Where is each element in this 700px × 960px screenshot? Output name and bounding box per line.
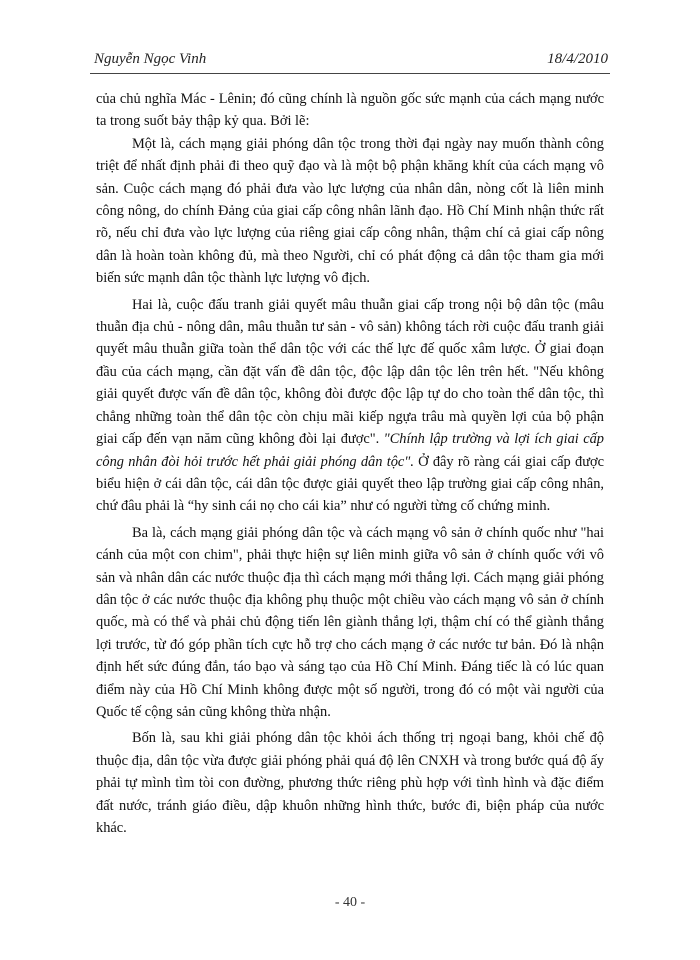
paragraph-hai-la-quote: "Chính lập trường và lợi ích giai cấp công nhân đòi hỏi trước hết phải giải phóng dân tộc". — [96, 431, 604, 470]
paragraph-hai-la-rest: Ở đây rõ ràng cái giai cấp được biểu hiện ở cái dân tộc, cái dân tộc được giải quyết theo lập trường giai cấp công nhân, chứ đâu phải là “hy sinh cái nọ cho cái kia” như có người từng cố chứng minh. — [96, 453, 604, 515]
paragraph-ba-la: Ba là, cách mạng giải phóng dân tộc và cách mạng vô sản ở chính quốc như "hai cánh của một con chim", phải thực hiện sự liên minh giữa vô sản ở chính quốc với vô sản và nhân dân các nước thuộc địa thì cách mạng mới thắng lợi. Cách mạng giải phóng dân tộc ở các nước thuộc địa không phụ thuộc một chiều vào cách mạng vô sản ở chính quốc, mà có thể và phải chủ động tiến lên giành thắng lợi, thậm chí có thể giành thắng lợi trước, từ đó góp phần tích cực hỗ trợ cho cách mạng ở các nước tư bản. Đó là nhận định hết sức đúng đắn, táo bạo và sáng tạo của Hồ Chí Minh. Đáng tiếc là có lúc quan điểm này của Hồ Chí Minh không được một số người, trong đó có một vài người của Quốc tế cộng sản cũng không thừa nhận. — [96, 524, 604, 720]
paragraph-hai-la — [96, 294, 604, 518]
paragraph-mot-la: Một là, cách mạng giải phóng dân tộc trong thời đại ngày nay muốn thành công triệt để nhất định phải đi theo quỹ đạo và là một bộ phận khăng khít của cách mạng vô sản. Cuộc cách mạng đó phải đưa vào lực lượng của nhân dân, nòng cốt là liên minh công nông, do chính Đảng của giai cấp công nhân lãnh đạo. Hồ Chí Minh nhận thức rất rõ, nếu chỉ đưa vào lực lượng của riêng giai cấp công nhân, thậm chí cả giai cấp nông dân là hoàn toàn không đủ, mà theo Người, chỉ có phát động cả dân tộc tham gia mới biến sức mạnh dân tộc thành lực lượng vô địch. — [96, 135, 604, 287]
page-header — [94, 51, 608, 68]
header-author: Nguyễn Ngọc Vinh — [94, 51, 207, 67]
body-text — [96, 88, 604, 839]
paragraph-continuation: của chủ nghĩa Mác - Lênin; đó cũng chính là nguồn gốc sức mạnh của cách mạng nước ta trong suốt bảy thập kỷ qua. Bởi lẽ: — [96, 91, 604, 130]
paragraph-bon-la: Bốn là, sau khi giải phóng dân tộc khỏi ách thống trị ngoại bang, khỏi chế độ thuộc địa, dân tộc vừa được giải phóng phải quá độ lên CNXH và trong bước quá độ ấy phải tự mình tìm tòi con đường, phương thức riêng phù hợp với tình hình và đặc điểm đất nước, tránh giáo điều, dập khuôn những hình thức, bước đi, biện pháp của nước khác. — [96, 730, 604, 836]
page-number: - 40 - — [334, 895, 366, 910]
header-rule — [90, 73, 610, 74]
header-date: 18/4/2010 — [547, 51, 608, 67]
paragraph-hai-la-main: Hai là, cuộc đấu tranh giải quyết mâu thuẫn giai cấp trong nội bộ dân tộc (mâu thuẫn địa chủ - nông dân, mâu thuẫn tư sản - vô sản) không tách rời cuộc đấu tranh giải quyết mâu thuẫn giữa toàn thể dân tộc với các thế lực đế quốc xâm lược. Ở giai đoạn đầu của cách mạng, cần đặt vấn đề dân tộc, độc lập dân tộc lên trên hết. "Nếu không giải quyết được vấn đề dân tộc, không đòi được độc lập tự do cho toàn thể dân tộc, thì chẳng những toàn thể dân tộc còn chịu mãi kiếp ngựa trâu mà quyền lợi của bộ phận giai cấp đến vạn năm cũng không đòi lại được". — [96, 296, 604, 448]
